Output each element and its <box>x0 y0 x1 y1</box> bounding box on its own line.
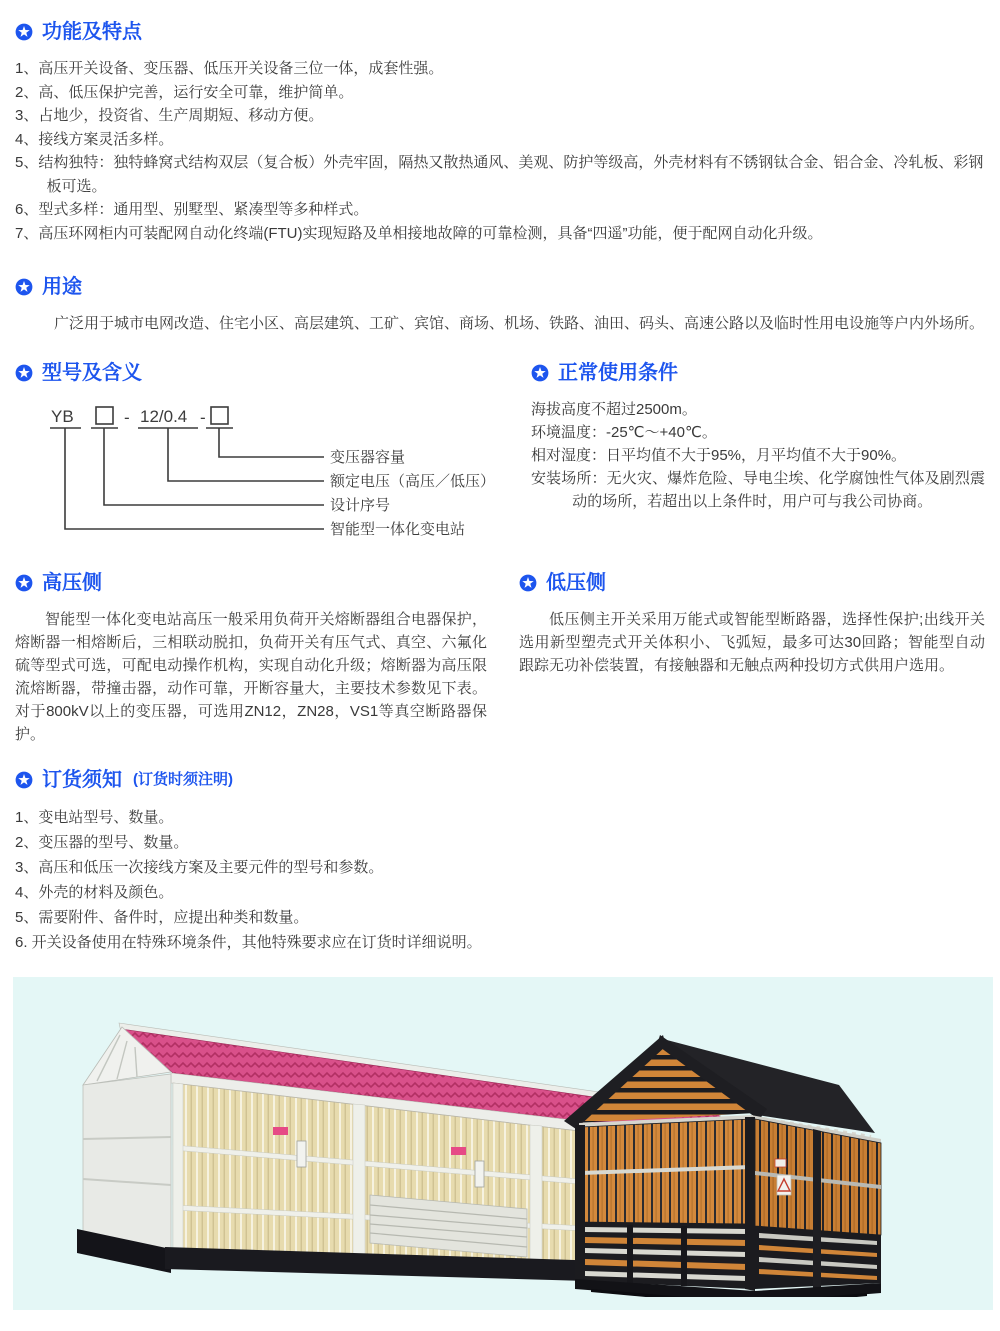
section-lv <box>519 571 985 677</box>
conditions-title: 正常使用条件 <box>558 362 678 384</box>
diagram-label: 智能型一体化变电站 <box>330 521 466 538</box>
placeholder-box <box>211 407 228 424</box>
condition-line: 环境温度：-25℃～+40℃。 <box>531 424 717 441</box>
feature-item: 2、高、低压保护完善，运行安全可靠，维护简单。 <box>15 83 354 101</box>
section-model <box>15 361 499 549</box>
star-badge-icon <box>15 278 33 296</box>
ordering-item: 6. 开关设备使用在特殊环境条件，其他特殊要求应在订货时详细说明。 <box>15 934 482 951</box>
section-ordering <box>15 768 985 955</box>
diagram-label: 设计序号 <box>330 497 391 514</box>
product-photo-panel <box>13 977 993 1310</box>
star-badge-icon <box>519 574 537 592</box>
lv-header <box>519 571 985 595</box>
conditions-lines <box>531 398 985 513</box>
diagram-label: 额定电压（高压／低压） <box>330 473 496 490</box>
condition-line: 相对湿度：日平均值不大于95%，月平均值不大于90%。 <box>531 447 907 464</box>
section-features <box>15 20 985 245</box>
model-code-separator: - <box>200 408 206 427</box>
lv-body: 低压侧主开关采用万能式或智能型断路器，选择性保护;出线开关选用新型塑壳式开关体积小、飞弧短，最多可达30回路；智能型自动跟踪无功补偿装置，有接触器和无触点两种投切方式供用户选用。 <box>519 611 985 674</box>
feature-item: 5、结构独特：独特蜂窝式结构双层（复合板）外壳牢固，隔热又散热通风、美观、防护等级高，外壳材料有不锈钢钛合金、铝合金、冷轧板、彩钢板可选。 <box>15 154 984 195</box>
condition-line: 海拔高度不超过2500m。 <box>531 401 697 418</box>
usage-header <box>15 275 985 299</box>
ordering-item: 2、变压器的型号、数量。 <box>15 834 189 851</box>
ordering-item: 3、高压和低压一次接线方案及主要元件的型号和参数。 <box>15 859 384 876</box>
row-model-conditions <box>15 361 985 549</box>
hv-body: 智能型一体化变电站高压一般采用负荷开关熔断器组合电器保护，熔断器一相熔断后，三相联动脱扣，负荷开关有压气式、真空、六氟化硫等型式可选，可配电动操作机构，实现自动化升级；熔断器为高压限流熔断器，带撞击器，动作可靠，开断容量大，主要技术参数见下表。对于800kV以上的变压器，可选用ZN12，ZN28，VS1等真空断路器保护。 <box>15 611 487 743</box>
features-header <box>15 20 985 44</box>
model-designation-diagram <box>37 398 499 549</box>
star-badge-icon <box>15 23 33 41</box>
model-code-prefix: YB <box>51 407 74 426</box>
section-usage <box>15 275 985 335</box>
section-hv <box>15 571 487 746</box>
ordering-item: 1、变电站型号、数量。 <box>15 809 174 826</box>
row-hv-lv <box>15 571 985 746</box>
substation-photo-black-roof <box>561 1033 891 1302</box>
ordering-title: 订货须知 <box>42 769 122 791</box>
star-badge-icon <box>15 771 33 789</box>
model-code-separator: - <box>124 408 130 427</box>
diagram-label: 变压器容量 <box>330 449 406 466</box>
lv-title: 低压侧 <box>546 572 606 594</box>
feature-item: 1、高压开关设备、变压器、低压开关设备三位一体，成套性强。 <box>15 60 444 77</box>
hv-title: 高压侧 <box>42 572 102 594</box>
ordering-list <box>15 805 985 955</box>
condition-line: 安装场所：无火灾、爆炸危险、导电尘埃、化学腐蚀性气体及剧烈震动的场所，若超出以上条件时，用户可与我公司协商。 <box>531 470 985 510</box>
ordering-header <box>15 768 985 792</box>
star-badge-icon <box>15 574 33 592</box>
feature-item: 3、占地少，投资省、生产周期短、移动方便。 <box>15 107 324 124</box>
star-badge-icon <box>15 364 33 382</box>
conditions-header <box>531 361 985 385</box>
model-code-voltage: 12/0.4 <box>140 407 188 426</box>
ordering-note: (订货时须注明) <box>133 771 233 788</box>
usage-body: 广泛用于城市电网改造、住宅小区、高层建筑、工矿、宾馆、商场、机场、铁路、油田、码头、高速公路以及临时性用电设施等户内外场所。 <box>54 315 985 332</box>
model-header <box>15 361 499 385</box>
hv-header <box>15 571 487 595</box>
star-badge-icon <box>531 364 549 382</box>
features-list <box>15 57 985 245</box>
placeholder-box <box>96 407 113 424</box>
ordering-item: 4、外壳的材料及颜色。 <box>15 884 174 901</box>
section-conditions <box>531 361 985 513</box>
usage-title: 用途 <box>42 276 82 298</box>
feature-item: 4、接线方案灵活多样。 <box>15 130 174 148</box>
feature-item: 7、高压环网柜内可装配网自动化终端(FTU)实现短路及单相接地故障的可靠检测，具备“四遥”功能，便于配网自动化升级。 <box>15 224 823 242</box>
model-title: 型号及含义 <box>42 362 142 384</box>
feature-item: 6、型式多样：通用型、别墅型、紧凑型等多种样式。 <box>15 201 369 218</box>
features-title: 功能及特点 <box>42 21 142 43</box>
ordering-item: 5、需要附件、备件时，应提出种类和数量。 <box>15 909 309 926</box>
